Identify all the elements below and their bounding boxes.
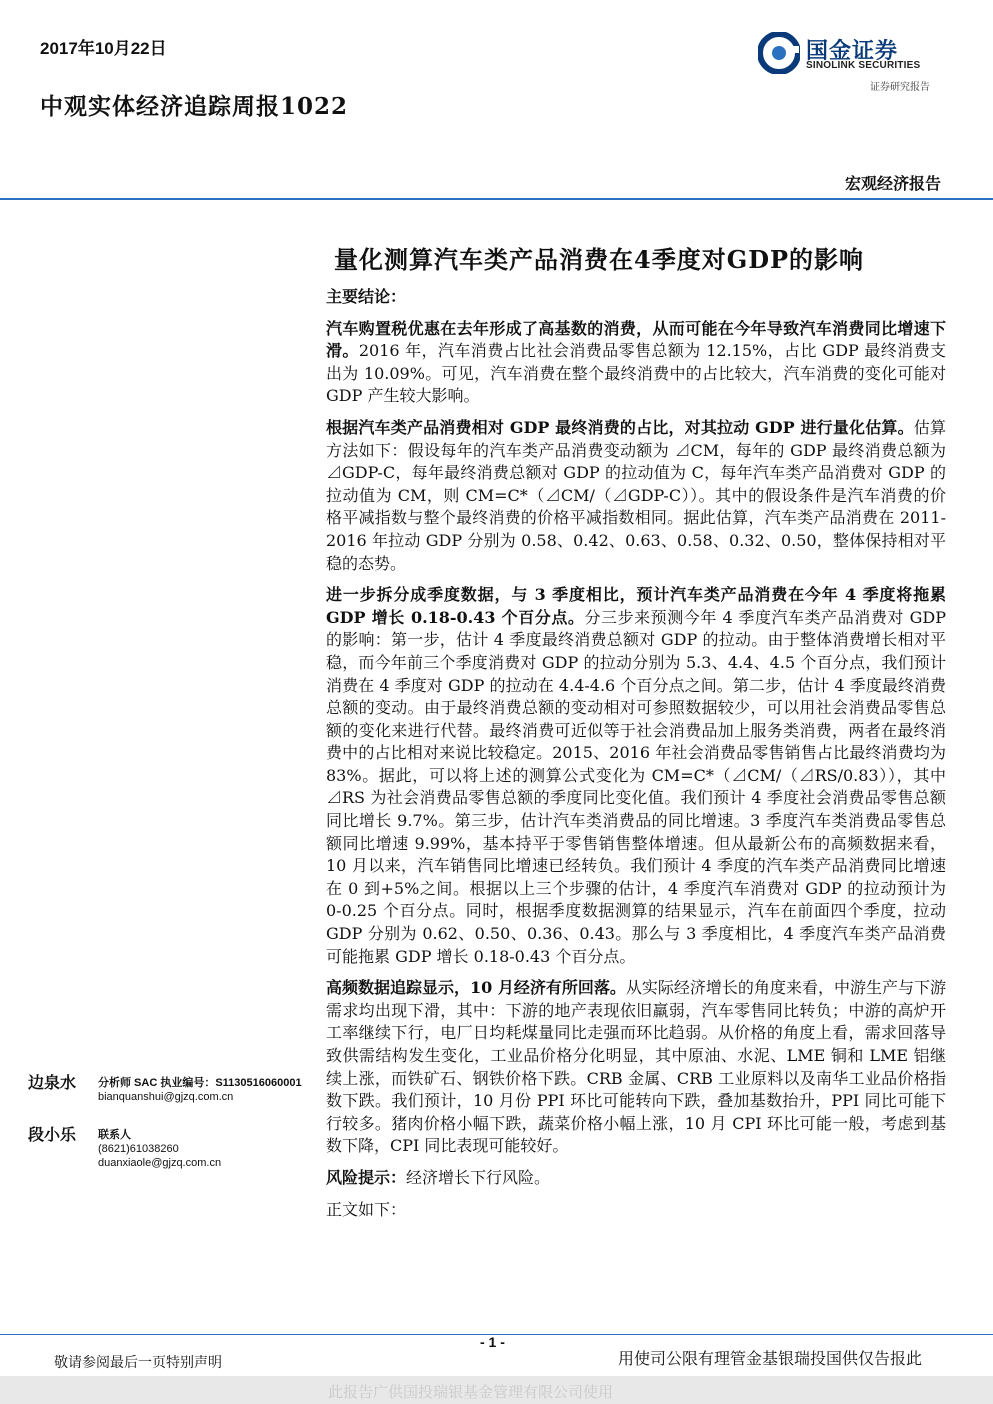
paragraph	[326, 977, 946, 1158]
paragraph-lead: 进一步拆分成季度数据，与 3 季度相比，预计汽车类产品消费在今年 4 季度将拖累 GDP 增长 0.18-0.43 个百分点。	[326, 585, 946, 627]
risk-label: 风险提示：	[326, 1167, 407, 1187]
author-list	[28, 1070, 318, 1174]
author-role: 分析师 SAC 执业编号：S1130516060001	[98, 1077, 302, 1089]
author-entry	[28, 1070, 318, 1122]
logo-subtitle: 证券研究报告	[870, 82, 930, 93]
watermark-bar	[0, 1376, 993, 1404]
logo-name: 国金证券	[806, 39, 899, 64]
report-title: 量化测算汽车类产品消费在4季度对GDP的影响	[334, 245, 865, 274]
author-role: 联系人	[98, 1129, 131, 1141]
report-type: 宏观经济报告	[844, 174, 941, 193]
paragraph	[326, 318, 946, 408]
paragraph-lead: 高频数据追踪显示，10 月经济有所回落。	[326, 978, 626, 998]
paragraph-lead: 汽车购置税优惠在去年形成了高基数的消费，从而可能在今年导致汽车消费同比增速下滑。	[326, 318, 946, 361]
risk-warning	[326, 1167, 946, 1190]
header-divider	[0, 198, 993, 200]
author-phone: (8621)61038260	[98, 1143, 179, 1155]
author-entry	[28, 1122, 318, 1174]
paragraph	[326, 584, 946, 968]
page-number: - 1 -	[480, 1334, 505, 1350]
report-series-name: 中观实体经济追踪周报1022	[40, 93, 349, 120]
sinolink-logo-icon	[758, 32, 800, 74]
logo-name-en: SINOLINK SECURITIES	[806, 60, 921, 71]
sinolink-logo	[758, 32, 948, 94]
watermark-text: 此报告广供国投瑞银基金管理有限公司使用	[328, 1383, 614, 1401]
paragraph-text: 估算方法如下：假设每年的汽车类产品消费变动额为 ⊿CM，每年的 GDP 最终消费总额为⊿GDP-C，每年最终消费总额对 GDP 的拉动值为 C，每年汽车类产品消费对 GDP 的拉动值为 CM，则 CM=C*（⊿CM/（⊿GDP-C））。其中的假设条件是汽车消费的价格平减指数与整个最终消费的价格平减指数相同。据此估算，汽车类产品消费在 2011-2016 年拉动 GDP 分别为 0.58、0.42、0.63、0.58、0.32、0.50，整体保持相对平稳的态势。	[326, 417, 946, 573]
risk-text: 经济增长下行风险。	[406, 1167, 551, 1187]
author-name: 边泉水	[28, 1073, 77, 1092]
footer-disclaimer: 敬请参阅最后一页特别声明	[54, 1355, 222, 1371]
paragraph-text: 2016 年，汽车消费占比社会消费品零售总额为 12.15%，占比 GDP 最终消费支出为 10.09%。可见，汽车消费在整个最终消费中的占比较大，汽车消费的变化可能对 GDP 产生较大影响。	[326, 341, 946, 406]
author-email: bianquanshui@gjzq.com.cn	[98, 1091, 234, 1103]
footer-license-note: 用使司公限有理管金基银瑞投国供仅告报此	[618, 1349, 923, 1368]
author-info	[98, 1076, 302, 1104]
paragraph-text: 从实际经济增长的角度来看，中游生产与下游需求均出现下滑，其中：下游的地产表现依旧羸弱，汽车零售同比转负；中游的高炉开工率继续下行，电厂日均耗煤量同比走强而环比趋弱。从价格的角度上看，需求回落导致供需结构发生变化，工业品价格分化明显，其中原油、水泥、LME 铜和 LME 铝继续上涨，而铁矿石、钢铁价格下跌。CRB 金属、CRB 工业原料以及南华工业品价格指数下跌。我们预计，10 月份 PPI 环比可能转向下跌，叠加基数抬升，PPI 同比可能下行较多。猪肉价格小幅下跌，蔬菜价格小幅上涨，10 月 CPI 环比可能一般，考虑到基数下降，CPI 同比表现可能较好。	[326, 978, 946, 1156]
author-email: duanxiaole@gjzq.com.cn	[98, 1157, 222, 1169]
summary-heading: 主要结论：	[326, 287, 407, 306]
paragraph-lead: 根据汽车类产品消费相对 GDP 最终消费的占比，对其拉动 GDP 进行量化估算。	[326, 417, 914, 437]
body-intro: 正文如下：	[326, 1199, 407, 1219]
paragraph	[326, 417, 946, 575]
author-info	[98, 1128, 221, 1170]
report-date: 2017年10月22日	[40, 39, 167, 58]
main-conclusions	[326, 286, 946, 1230]
paragraph-text: 分三步来预测今年 4 季度汽车类产品消费对 GDP 的影响：第一步，估计 4 季度最终消费总额对 GDP 的拉动。由于整体消费增长相对平稳，而今年前三个季度消费对 GDP 的拉动分别为 5.3、4.4、4.5 个百分点，我们预计消费在 4 季度对 GDP 的拉动在 4.4-4.6 个百分点之间。第二步，估计 4 季度最终消费总额的变动。由于最终消费总额的变动相对可参照数据较少，可以用社会消费品零售总额的变化来进行代替。最终消费可近似等于社会消费品加上服务类消费，两者在最终消费中的占比相对来说比较稳定。2015、2016 年社会消费品零售销售占比最终消费均为 83%。据此，可以将上述的测算公式变化为 CM=C*（⊿CM/（⊿RS/0.83）），其中⊿RS 为社会消费品零售总额的季度同比变化值。我们预计 4 季度社会消费品零售总额同比增长 9.7%。第三步，估计汽车类消费品的同比增速。3 季度汽车类消费品零售总额同比增速 9.99%，基本持平于零售销售整体增速。但从最新公布的高频数据来看，10 月以来，汽车销售同比增速已经转负。我们预计 4 季度的汽车类产品消费同比增速在 0 到+5%之间。根据以上三个步骤的估计，4 季度汽车消费对 GDP 的拉动预计为 0-0.25 个百分点。同时，根据季度数据测算的结果显示，汽车在前面四个季度，拉动 GDP 分别为 0.62、0.50、0.36、0.43。那么与 3 季度相比，4 季度汽车类产品消费可能拖累 GDP 增长 0.18-0.43 个百分点。	[326, 607, 946, 966]
author-name: 段小乐	[28, 1125, 77, 1144]
